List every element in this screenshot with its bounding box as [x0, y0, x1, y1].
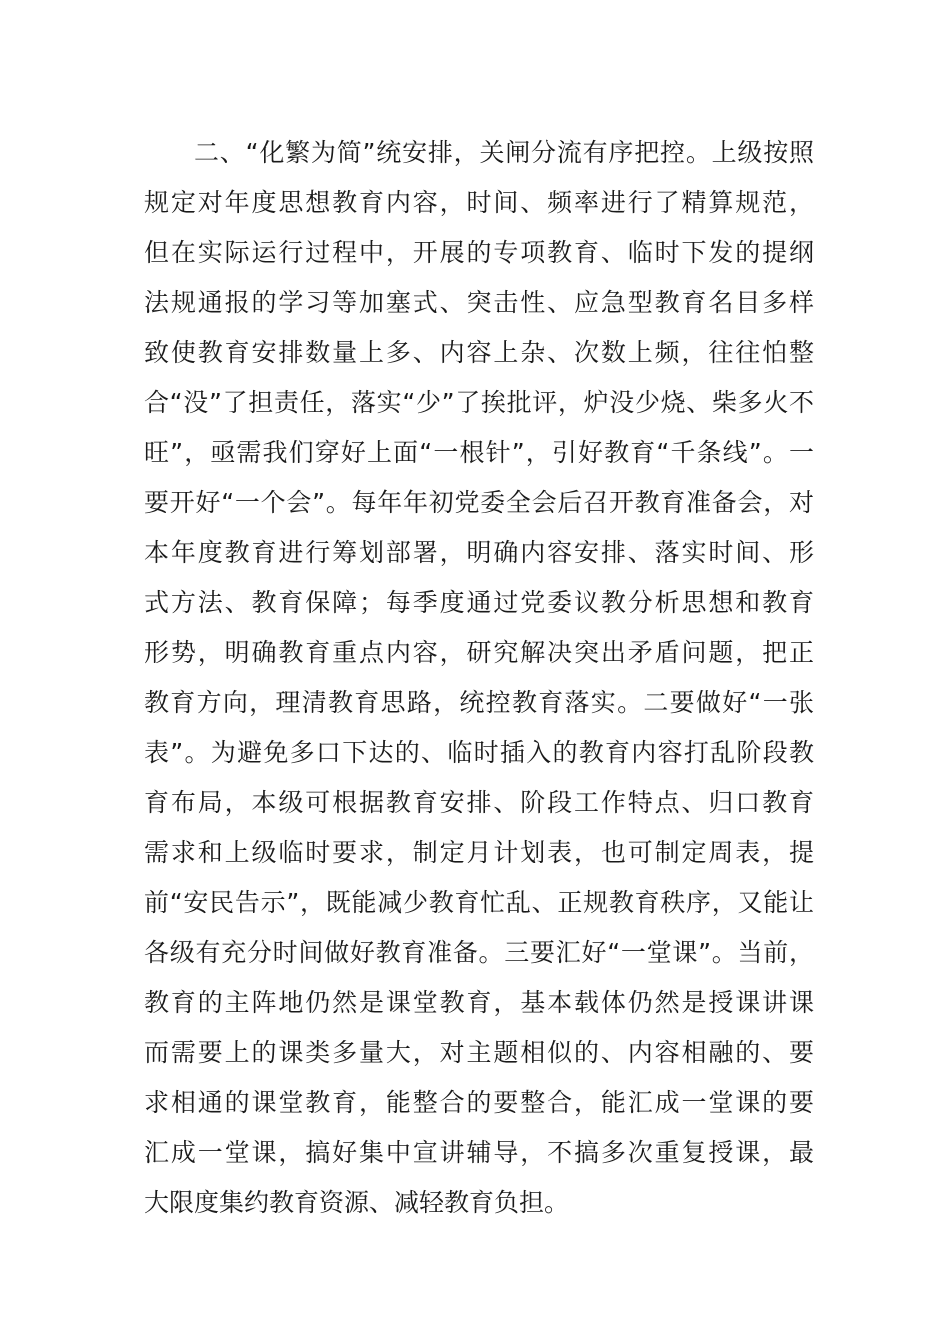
- paragraph-line-20: 求相通的课堂教育，能整合的要整合，能汇成一堂课的要: [144, 1088, 814, 1117]
- paragraph-line-8: 要开好“一个会”。每年年初党委全会后召开教育准备会，对: [144, 488, 814, 517]
- paragraph-line-4: 法规通报的学习等加塞式、突击性、应急型教育名目多样: [144, 288, 814, 317]
- paragraph-line-16: 前“安民告示”，既能减少教育忙乱、正规教育秩序，又能让: [144, 888, 814, 917]
- paragraph-line-21: 汇成一堂课，搞好集中宣讲辅导，不搞多次重复授课，最: [144, 1138, 814, 1167]
- paragraph-line-2: 规定对年度思想教育内容，时间、频率进行了精算规范，: [144, 188, 814, 217]
- paragraph-line-5: 致使教育安排数量上多、内容上杂、次数上频，往往怕整: [144, 338, 814, 367]
- paragraph-line-17: 各级有充分时间做好教育准备。三要汇好“一堂课”。当前，: [144, 938, 814, 967]
- paragraph-line-7: 旺”，亟需我们穿好上面“一根针”，引好教育“千条线”。一: [144, 438, 814, 467]
- paragraph-line-11: 形势，明确教育重点内容，研究解决突出矛盾问题，把正: [144, 638, 814, 667]
- paragraph-line-18: 教育的主阵地仍然是课堂教育，基本载体仍然是授课讲课: [144, 988, 814, 1017]
- paragraph-line-12: 教育方向，理清教育思路，统控教育落实。二要做好“一张: [144, 688, 814, 717]
- paragraph-line-9: 本年度教育进行筹划部署，明确内容安排、落实时间、形: [144, 538, 814, 567]
- paragraph-line-6: 合“没”了担责任，落实“少”了挨批评，炉没少烧、柴多火不: [144, 388, 814, 417]
- paragraph-line-19: 而需要上的课类多量大，对主题相似的、内容相融的、要: [144, 1038, 814, 1067]
- paragraph-line-13: 表”。为避免多口下达的、临时插入的教育内容打乱阶段教: [144, 738, 814, 767]
- paragraph-line-14: 育布局，本级可根据教育安排、阶段工作特点、归口教育: [144, 788, 814, 817]
- paragraph-line-10: 式方法、教育保障；每季度通过党委议教分析思想和教育: [144, 588, 814, 617]
- paragraph-line-15: 需求和上级临时要求，制定月计划表，也可制定周表，提: [144, 838, 814, 867]
- paragraph-line-22: 大限度集约教育资源、减轻教育负担。: [144, 1188, 570, 1217]
- paragraph-line-1: 二、“化繁为简”统安排，关闸分流有序把控。上级按照: [194, 138, 814, 167]
- paragraph-line-3: 但在实际运行过程中，开展的专项教育、临时下发的提纲: [144, 238, 814, 267]
- body-paragraph: [144, 128, 814, 1228]
